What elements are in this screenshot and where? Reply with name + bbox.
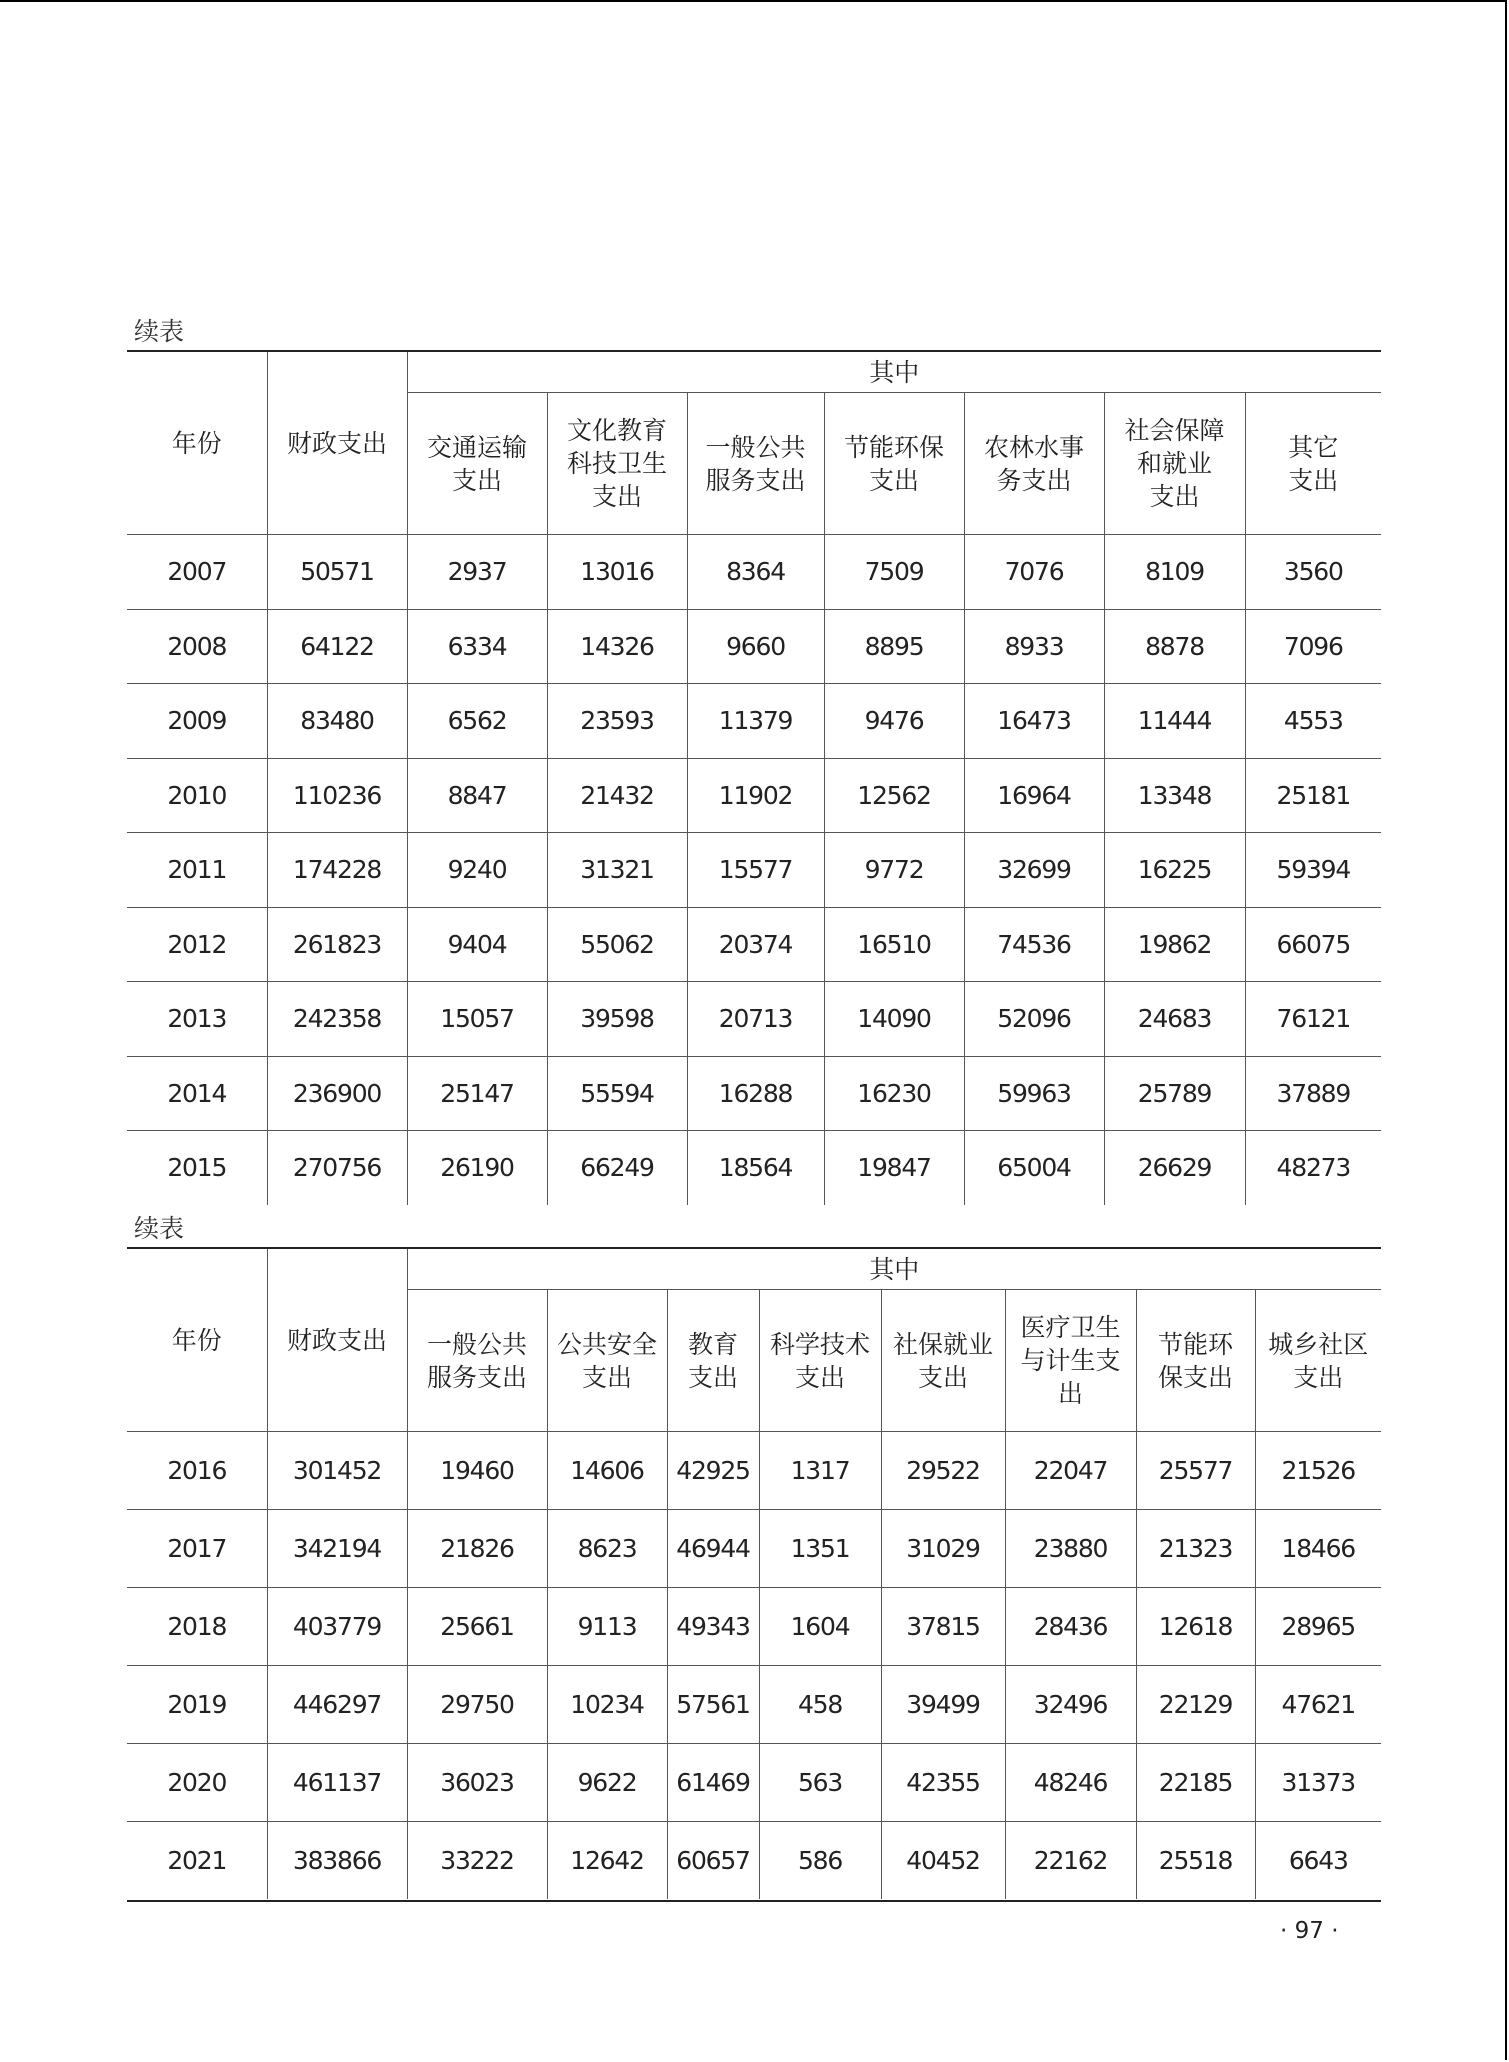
value-cell: 15057 [407, 982, 547, 1057]
value-cell: 21432 [547, 758, 687, 833]
value-cell: 83480 [267, 684, 407, 759]
value-cell: 26190 [407, 1131, 547, 1205]
value-cell: 8623 [547, 1510, 667, 1588]
value-cell: 16288 [687, 1056, 824, 1131]
value-cell: 55594 [547, 1056, 687, 1131]
table1-caption: 续表 [134, 317, 185, 346]
value-cell: 3560 [1245, 535, 1381, 610]
value-cell: 20374 [687, 907, 824, 982]
year-cell: 2013 [127, 982, 267, 1057]
table-row [127, 1822, 1381, 1900]
year-cell: 2014 [127, 1056, 267, 1131]
value-cell: 110236 [267, 758, 407, 833]
value-cell: 23593 [547, 684, 687, 759]
value-cell: 47621 [1255, 1666, 1381, 1744]
year-cell: 2010 [127, 758, 267, 833]
value-cell: 2937 [407, 535, 547, 610]
year-cell: 2008 [127, 609, 267, 684]
table-row [127, 982, 1381, 1057]
value-cell: 9622 [547, 1744, 667, 1822]
value-cell: 32496 [1005, 1666, 1136, 1744]
value-cell: 6334 [407, 609, 547, 684]
value-cell: 446297 [267, 1666, 407, 1744]
value-cell: 48273 [1245, 1131, 1381, 1205]
value-cell: 15577 [687, 833, 824, 908]
value-cell: 32699 [964, 833, 1104, 908]
value-cell: 39499 [881, 1666, 1005, 1744]
value-cell: 65004 [964, 1131, 1104, 1205]
year-cell: 2012 [127, 907, 267, 982]
value-cell: 383866 [267, 1822, 407, 1900]
value-cell: 46944 [667, 1510, 759, 1588]
table1-header-group: 其中 [407, 351, 1381, 393]
table-row [127, 1131, 1381, 1205]
value-cell: 14606 [547, 1432, 667, 1510]
value-cell: 21826 [407, 1510, 547, 1588]
value-cell: 8878 [1104, 609, 1245, 684]
value-cell: 403779 [267, 1588, 407, 1666]
year-cell: 2011 [127, 833, 267, 908]
value-cell: 28436 [1005, 1588, 1136, 1666]
value-cell: 7076 [964, 535, 1104, 610]
value-cell: 8109 [1104, 535, 1245, 610]
value-cell: 22162 [1005, 1822, 1136, 1900]
value-cell: 42925 [667, 1432, 759, 1510]
year-cell: 2016 [127, 1432, 267, 1510]
table1-col-header: 交通运输 支出 [407, 393, 547, 535]
table1-col-header: 文化教育 科技卫生 支出 [547, 393, 687, 535]
value-cell: 8364 [687, 535, 824, 610]
value-cell: 22129 [1136, 1666, 1255, 1744]
table1 [127, 350, 1381, 1205]
table-row [127, 1588, 1381, 1666]
value-cell: 25789 [1104, 1056, 1245, 1131]
value-cell: 31029 [881, 1510, 1005, 1588]
value-cell: 33222 [407, 1822, 547, 1900]
value-cell: 461137 [267, 1744, 407, 1822]
page-number: · 97 · [1280, 1918, 1339, 1944]
value-cell: 1317 [759, 1432, 881, 1510]
table2-col-header: 教育 支出 [667, 1290, 759, 1432]
table2-col-header: 公共安全 支出 [547, 1290, 667, 1432]
value-cell: 64122 [267, 609, 407, 684]
value-cell: 61469 [667, 1744, 759, 1822]
table2-col-header: 城乡社区 支出 [1255, 1290, 1381, 1432]
value-cell: 10234 [547, 1666, 667, 1744]
table-row [127, 1510, 1381, 1588]
year-cell: 2020 [127, 1744, 267, 1822]
table-row [127, 758, 1381, 833]
value-cell: 74536 [964, 907, 1104, 982]
table-row [127, 1432, 1381, 1510]
value-cell: 37815 [881, 1588, 1005, 1666]
value-cell: 270756 [267, 1131, 407, 1205]
value-cell: 40452 [881, 1822, 1005, 1900]
value-cell: 14090 [824, 982, 964, 1057]
value-cell: 25661 [407, 1588, 547, 1666]
value-cell: 39598 [547, 982, 687, 1057]
table2-col-header: 节能环 保支出 [1136, 1290, 1255, 1432]
table1-col-header: 农林水事 务支出 [964, 393, 1104, 535]
value-cell: 9113 [547, 1588, 667, 1666]
value-cell: 342194 [267, 1510, 407, 1588]
value-cell: 76121 [1245, 982, 1381, 1057]
value-cell: 37889 [1245, 1056, 1381, 1131]
value-cell: 18564 [687, 1131, 824, 1205]
value-cell: 458 [759, 1666, 881, 1744]
value-cell: 301452 [267, 1432, 407, 1510]
value-cell: 12562 [824, 758, 964, 833]
value-cell: 66249 [547, 1131, 687, 1205]
table1-col-header: 其它 支出 [1245, 393, 1381, 535]
value-cell: 36023 [407, 1744, 547, 1822]
value-cell: 9404 [407, 907, 547, 982]
year-cell: 2007 [127, 535, 267, 610]
table-row [127, 1744, 1381, 1822]
table-row [127, 684, 1381, 759]
value-cell: 11444 [1104, 684, 1245, 759]
value-cell: 8895 [824, 609, 964, 684]
value-cell: 6643 [1255, 1822, 1381, 1900]
table2 [127, 1247, 1381, 1899]
value-cell: 19847 [824, 1131, 964, 1205]
value-cell: 55062 [547, 907, 687, 982]
value-cell: 19460 [407, 1432, 547, 1510]
value-cell: 1604 [759, 1588, 881, 1666]
year-cell: 2009 [127, 684, 267, 759]
table2-header-total: 财政支出 [267, 1248, 407, 1432]
value-cell: 25147 [407, 1056, 547, 1131]
value-cell: 59394 [1245, 833, 1381, 908]
table2-caption: 续表 [134, 1214, 185, 1243]
table1-col-header: 节能环保 支出 [824, 393, 964, 535]
table-row [127, 535, 1381, 610]
value-cell: 25518 [1136, 1822, 1255, 1900]
value-cell: 25577 [1136, 1432, 1255, 1510]
value-cell: 28965 [1255, 1588, 1381, 1666]
value-cell: 21526 [1255, 1432, 1381, 1510]
value-cell: 12618 [1136, 1588, 1255, 1666]
value-cell: 8933 [964, 609, 1104, 684]
value-cell: 59963 [964, 1056, 1104, 1131]
table-row [127, 833, 1381, 908]
value-cell: 9476 [824, 684, 964, 759]
table2-col-header: 科学技术 支出 [759, 1290, 881, 1432]
table2-col-header: 一般公共 服务支出 [407, 1290, 547, 1432]
value-cell: 50571 [267, 535, 407, 610]
value-cell: 261823 [267, 907, 407, 982]
value-cell: 19862 [1104, 907, 1245, 982]
value-cell: 22185 [1136, 1744, 1255, 1822]
year-cell: 2018 [127, 1588, 267, 1666]
value-cell: 48246 [1005, 1744, 1136, 1822]
value-cell: 586 [759, 1822, 881, 1900]
value-cell: 29522 [881, 1432, 1005, 1510]
table-row [127, 1056, 1381, 1131]
table-row [127, 1666, 1381, 1744]
value-cell: 26629 [1104, 1131, 1245, 1205]
value-cell: 14326 [547, 609, 687, 684]
value-cell: 16225 [1104, 833, 1245, 908]
year-cell: 2015 [127, 1131, 267, 1205]
value-cell: 57561 [667, 1666, 759, 1744]
value-cell: 11902 [687, 758, 824, 833]
table2-header-group: 其中 [407, 1248, 1381, 1290]
value-cell: 13348 [1104, 758, 1245, 833]
value-cell: 9660 [687, 609, 824, 684]
value-cell: 174228 [267, 833, 407, 908]
table2-col-header: 社保就业 支出 [881, 1290, 1005, 1432]
value-cell: 23880 [1005, 1510, 1136, 1588]
value-cell: 6562 [407, 684, 547, 759]
value-cell: 11379 [687, 684, 824, 759]
value-cell: 20713 [687, 982, 824, 1057]
value-cell: 13016 [547, 535, 687, 610]
value-cell: 7509 [824, 535, 964, 610]
year-cell: 2017 [127, 1510, 267, 1588]
value-cell: 9772 [824, 833, 964, 908]
value-cell: 18466 [1255, 1510, 1381, 1588]
table2-bottom-rule [127, 1900, 1381, 1902]
table2-col-header: 医疗卫生 与计生支 出 [1005, 1290, 1136, 1432]
value-cell: 16510 [824, 907, 964, 982]
table1-col-header: 社会保障 和就业 支出 [1104, 393, 1245, 535]
year-cell: 2019 [127, 1666, 267, 1744]
value-cell: 12642 [547, 1822, 667, 1900]
value-cell: 9240 [407, 833, 547, 908]
table-row [127, 907, 1381, 982]
year-cell: 2021 [127, 1822, 267, 1900]
value-cell: 4553 [1245, 684, 1381, 759]
value-cell: 24683 [1104, 982, 1245, 1057]
table2-header-year: 年份 [127, 1248, 267, 1432]
value-cell: 31373 [1255, 1744, 1381, 1822]
value-cell: 1351 [759, 1510, 881, 1588]
value-cell: 21323 [1136, 1510, 1255, 1588]
value-cell: 16473 [964, 684, 1104, 759]
value-cell: 42355 [881, 1744, 1005, 1822]
value-cell: 22047 [1005, 1432, 1136, 1510]
value-cell: 242358 [267, 982, 407, 1057]
value-cell: 60657 [667, 1822, 759, 1900]
value-cell: 16230 [824, 1056, 964, 1131]
value-cell: 7096 [1245, 609, 1381, 684]
value-cell: 8847 [407, 758, 547, 833]
table-row [127, 609, 1381, 684]
value-cell: 66075 [1245, 907, 1381, 982]
value-cell: 29750 [407, 1666, 547, 1744]
value-cell: 52096 [964, 982, 1104, 1057]
value-cell: 49343 [667, 1588, 759, 1666]
table1-col-header: 一般公共 服务支出 [687, 393, 824, 535]
value-cell: 16964 [964, 758, 1104, 833]
value-cell: 25181 [1245, 758, 1381, 833]
value-cell: 563 [759, 1744, 881, 1822]
value-cell: 236900 [267, 1056, 407, 1131]
table1-header-year: 年份 [127, 351, 267, 535]
value-cell: 31321 [547, 833, 687, 908]
table1-header-total: 财政支出 [267, 351, 407, 535]
